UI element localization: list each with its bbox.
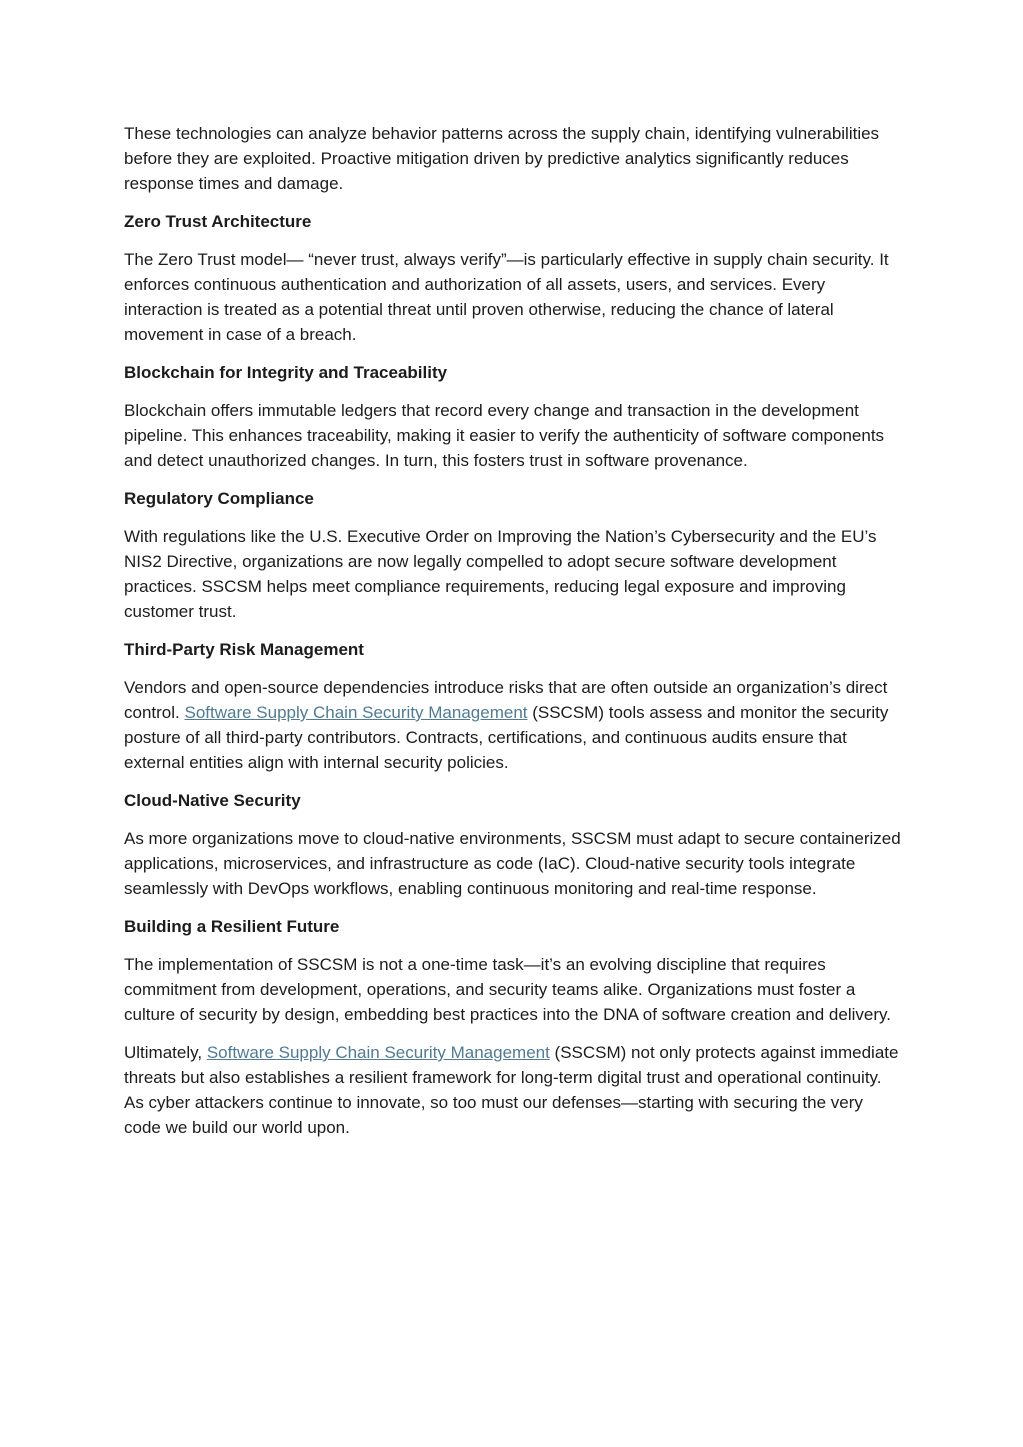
heading-third-party: Third-Party Risk Management (124, 640, 364, 659)
paragraph-third-party (124, 675, 904, 775)
heading-regulatory: Regulatory Compliance (124, 489, 314, 508)
paragraph-regulatory: With regulations like the U.S. Executive Order on Improving the Nation’s Cybersecurity and the EU’s NIS2 Directive, organizations are now legally compelled to adopt secure software development practices. SSCSM helps meet compliance requirements, reducing legal exposure and improving customer trust. (124, 527, 877, 621)
text-segment: Ultimately, (124, 1043, 207, 1062)
heading-cloud-native: Cloud-Native Security (124, 791, 301, 810)
heading-resilient-future: Building a Resilient Future (124, 917, 340, 936)
text-segment: Vendors and open-source dependencies introduce risks that are often outside an organization’s direct control. (124, 678, 888, 722)
sscsm-link[interactable]: Software Supply Chain Security Management (184, 703, 528, 722)
paragraph-resilient-future: The implementation of SSCSM is not a one-time task—it’s an evolving discipline that requires commitment from development, operations, and security teams alike. Organizations must foster a culture of security by design, embedding best practices into the DNA of software creation and delivery. (124, 955, 891, 1024)
document-page (124, 121, 904, 1153)
text-segment: (SSCSM) tools assess and monitor the security posture of all third-party contributors. Contracts, certifications, and continuous audits ensure that external entities align with internal security policies. (124, 703, 889, 772)
paragraph-closing (124, 1040, 904, 1140)
heading-zero-trust: Zero Trust Architecture (124, 212, 312, 231)
sscsm-link[interactable]: Software Supply Chain Security Management (206, 1043, 550, 1062)
intro-paragraph: These technologies can analyze behavior patterns across the supply chain, identifying vulnerabilities before they are exploited. Proactive mitigation driven by predictive analytics significantly reduces response times and damage. (124, 124, 880, 193)
text-segment: (SSCSM) not only protects against immediate threats but also establishes a resilient framework for long-term digital trust and operational continuity. As cyber attackers continue to innovate, so too must our defenses—starting with securing the very code we build our world upon. (124, 1043, 899, 1137)
heading-blockchain: Blockchain for Integrity and Traceability (124, 363, 448, 382)
paragraph-zero-trust: The Zero Trust model— “never trust, always verify”—is particularly effective in supply chain security. It enforces continuous authentication and authorization of all assets, users, and services. Every interaction is treated as a potential threat until proven otherwise, reducing the chance of lateral movement in case of a breach. (124, 250, 889, 344)
paragraph-cloud-native: As more organizations move to cloud-native environments, SSCSM must adapt to secure containerized applications, microservices, and infrastructure as code (IaC). Cloud-native security tools integrate seamlessly with DevOps workflows, enabling continuous monitoring and real-time response. (124, 829, 901, 898)
paragraph-blockchain: Blockchain offers immutable ledgers that record every change and transaction in the development pipeline. This enhances traceability, making it easier to verify the authenticity of software components and detect unauthorized changes. In turn, this fosters trust in software provenance. (124, 401, 885, 470)
